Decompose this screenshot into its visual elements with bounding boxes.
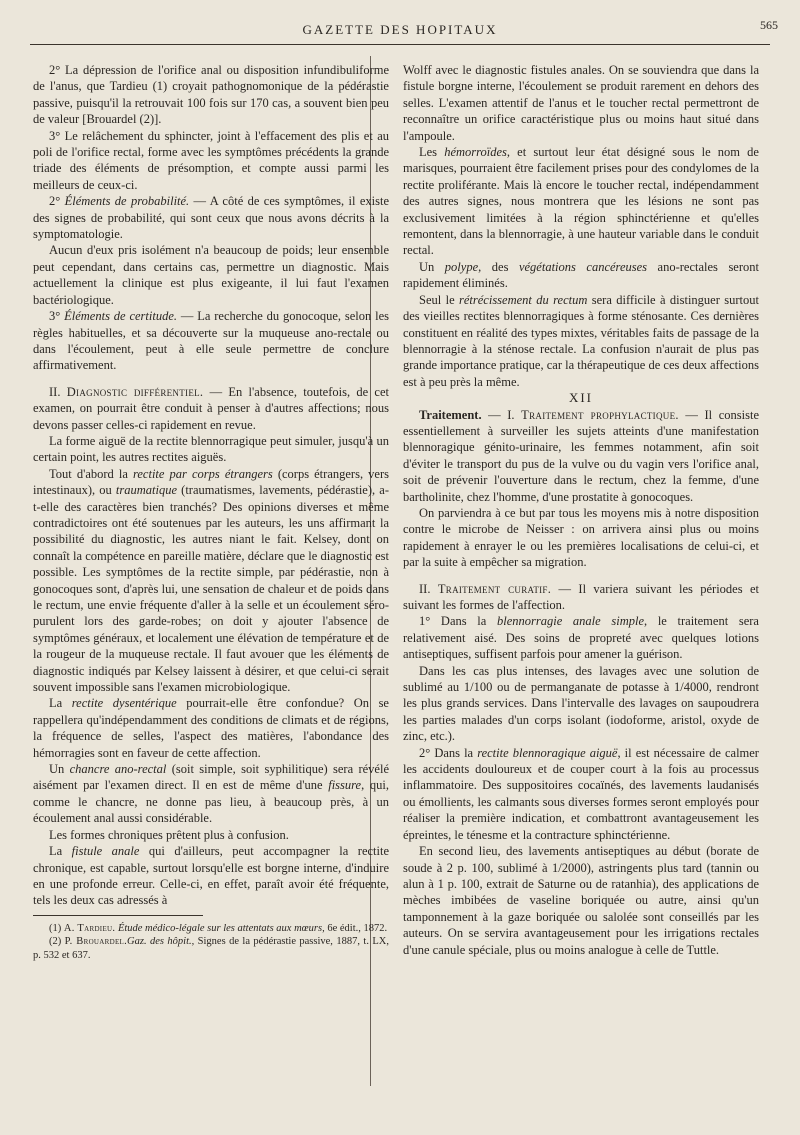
page-header	[30, 18, 778, 45]
text-run: Seul le	[419, 292, 459, 307]
text-run: 1887, t. LX, p. 532 et 637.	[33, 936, 389, 961]
paragraph	[33, 193, 389, 242]
paragraph	[33, 761, 389, 827]
footnote-number: (1)	[49, 922, 64, 934]
right-column	[403, 62, 759, 958]
paragraph	[403, 62, 759, 144]
paragraph	[403, 505, 759, 571]
left-column	[33, 62, 389, 963]
text-run: 3°	[49, 309, 65, 324]
italic-term: hémorroïdes	[444, 145, 507, 160]
paragraph	[33, 695, 389, 761]
italic-term: fistule anale	[71, 844, 140, 859]
text-run: — I.	[481, 407, 522, 422]
footnote	[33, 935, 389, 962]
text-run: Un	[49, 762, 70, 777]
text-run: ano-rectales seront rapidement éliminés.	[403, 259, 759, 291]
italic-term: Étude médico-légale sur les attentats aux mœurs,	[115, 922, 325, 934]
text-run: , qui, comme le chancre, ne donne pas lieu, à beaucoup près, à un écoulement anal aussi considérable.	[33, 778, 389, 826]
paragraph	[33, 843, 389, 909]
text-run: Wolff avec le diagnostic fistules anales. On se souviendra que dans la fistule borgne interne, l'écoulement se produit rarement en dehors des selles. L'examen attentif de l'anus et le toucher rectal permettront de reconnaître un orifice caractéristique plus ou moins haut situé dans l'ampoule.	[403, 63, 759, 143]
text-run: , il est nécessaire de calmer les accidents douloureux et de couper court à la fois au processus inflammatoire. Des suppositoires cocaïnés, des lavements laudanisés ou émollients, les calmants sous diverses formes seront employés pour réaliser la première indication, et combattront avantageusement les épreintes, le ténesme et la contracture sphinctérienne.	[403, 745, 759, 842]
text-run: Un	[419, 259, 445, 274]
text-run: — Il consiste essentiellement à surveiller les sujets atteints d'une manifestation blennoragique génito-urinaire, les femmes notamment, afin soit d'éviter le transport du pus de la vulve ou du vagin vers l'orifice anal, soit de prévenir l'ouverture dans le rectum, chez la femme, d'une bartholinite, chez l'homme, d'une prostatite à gonocoques.	[403, 407, 759, 504]
text-run: (corps étrangers, vers intestinaux), ou	[33, 466, 389, 498]
text-run: 2°	[49, 194, 65, 209]
text-run: , des	[478, 259, 519, 274]
paragraph	[33, 466, 389, 696]
page-number: 565	[760, 18, 778, 32]
text-run: 1° Dans la	[419, 614, 497, 629]
small-caps-heading: Traitement curatif.	[437, 581, 552, 596]
text-run: (soit simple, soit syphilitique) sera révélé aisément par l'examen direct. Il en est de même d'une	[33, 762, 389, 793]
paragraph	[33, 128, 389, 194]
text-run: 2° Dans la	[419, 745, 478, 760]
text-run: La forme aiguë de la rectite blennorragique peut simuler, jusqu'à un certain point, les autres rectites aiguës.	[33, 433, 389, 465]
text-run: , et surtout leur état désigné sous le nom de marisques, pourraient être facilement prises pour des condylomes de la rectite proliférante. Mais là encore le toucher rectal, indépendamment des autres signes, nous montrera que les lésions ne sont pas exclusivement limitées à la région sphinctérienne et qu'elles remontent, dans la blennorragie, à une hauteur variable dans le conduit rectal.	[403, 145, 759, 258]
paragraph	[403, 613, 759, 662]
italic-term: végétations cancéreuses	[518, 259, 648, 274]
paragraph	[33, 433, 389, 466]
text-run: sera difficile à distinguer surtout des vieilles rectites blennorragiques à forme sténosante. Ces dernières constituent en réalité des types mixtes, véritables faits de passage de la blennorragie à la sténose rectale. La confusion n'aurait de plus pas grande importance pratique, car la thérapeutique de ces deux affections est à peu près la même.	[403, 292, 759, 389]
text-run: — Il variera suivant les périodes et suivant les formes de l'affection.	[403, 581, 759, 612]
text-run: — A côté de ces symptômes, il existe des signes de probabilité, qui sont ceux que nous avons décrits à la symptomatologie.	[33, 194, 389, 242]
text-run: La	[49, 696, 72, 711]
footnote-rule	[33, 915, 203, 916]
text-run: Les	[419, 145, 445, 160]
paragraph	[403, 407, 759, 505]
italic-term: rectite par corps étrangers	[132, 466, 273, 481]
paragraph	[33, 308, 389, 374]
text-run: II.	[419, 581, 438, 596]
footnote	[33, 922, 389, 936]
paragraph	[403, 259, 759, 292]
text-run: pourrait-elle être confondue? On se rappellera qu'indépendamment des conditions de climats et de régions, la fréquence de selles, l'aspect des matières, l'abondance des hémorragies sont en faveur de cette affection.	[33, 696, 389, 760]
bold-heading: Traitement.	[419, 407, 482, 422]
text-run: — La recherche du gonocoque, selon les règles habituelles, et sa découverte sur la muqueuse ano-rectale ou dans l'écoulement, peut à elle seule permettre de conclure affirmativement.	[33, 309, 389, 373]
text-run: Les formes chroniques prêtent plus à confusion.	[49, 827, 289, 842]
italic-term: rectite blennoragique aiguë	[477, 745, 618, 760]
text-run: (traumatismes, lavements, pédérastie), a-t-elle des caractères bien tranchés? Des opinions diverses et même contradictoires ont été soutenues par les auteurs, les uns affirmant la possibilité du diagnostic, les autres niant le fait. Kelsey, dont on connaît la compétence en pareille matière, déclare que le diagnostic est possible. Les symptômes de la rectite simple, par pédérastie, non à gonocoques sont, d'après lui, une sensation de chaleur et de poids dans le rectum, une envie fréquente d'aller à la selle et un écoulement séro-purulent lors des garde-robes; on doit y ajouter l'absence de symptômes généraux, et localement une élévation de température et de la rougeur de la muqueuse rectale. Il faut avouer que les éléments de diagnostic indiqués par Kelsey laissent à désirer, et que celui-ci serait souvent impossible sans l'examen microbiologique.	[33, 483, 389, 695]
italic-term: polype	[444, 259, 479, 274]
italic-term: Éléments de certitude.	[64, 309, 177, 324]
italic-term: rectite dysentérique	[71, 696, 177, 711]
footnote-number: (2)	[49, 936, 65, 948]
text-run: II.	[49, 384, 67, 399]
text-run: — En l'absence, toutefois, de cet examen, on pourrait être conduit à penser à d'autres affections; nous devons passer celles-ci rapidement en revue.	[33, 384, 390, 432]
paragraph	[403, 144, 759, 259]
paragraph	[33, 242, 389, 308]
small-caps-heading: P. Brouardel.	[64, 936, 128, 948]
text-run: 3° Le relâchement du sphincter, joint à l'effacement des plis et au poli de l'orifice rectal, forme avec les symptômes précédents la grande triade des éléments de présomption, et compte aussi parmi les meilleurs de ceux-ci.	[33, 128, 389, 192]
text-run: 2° La dépression de l'orifice anal ou disposition infundibuliforme de l'anus, que Tardieu (1) croyait pathognomonique de la pédérastie passive, puisqu'il la retrouvait 100 fois sur 170 cas, a souvent bien peu de valeur [Brouardel (2)].	[33, 63, 389, 127]
italic-term: Gaz. des hôpit.,	[127, 936, 195, 948]
text-run: qui d'ailleurs, peut accompagner la rectite chronique, est capable, surtout lorsqu'elle est borgne interne, d'induire en une profonde erreur. Celle-ci, en effet, paraît avoir été fréquente, tels les deux cas adressés à	[33, 844, 390, 908]
section-number: XII	[568, 390, 594, 406]
italic-term: fissure	[328, 778, 362, 793]
text-run: Signes de la pédérastie passive,	[194, 936, 337, 948]
italic-term: rétrécissement du rectum	[459, 292, 588, 307]
small-caps-heading: Diagnostic différentiel.	[66, 384, 204, 399]
paragraph	[403, 745, 759, 843]
paragraph	[403, 843, 759, 958]
journal-title: GAZETTE DES HOPITAUX	[302, 22, 498, 37]
italic-term: traumatique	[115, 483, 178, 498]
small-caps-heading: Traitement prophylactique.	[521, 407, 679, 422]
paragraph	[33, 827, 389, 843]
italic-term: blennorragie anale simple	[496, 614, 645, 629]
italic-term: Éléments de probabilité.	[64, 194, 190, 209]
text-run: En second lieu, des lavements antiseptiques au début (borate de soude à 2 p. 100, sublimé à 1/2000), astringents plus tard (tannin ou alun à 1 p. 100, extrait de Saturne ou de ratanhia), des applications de mèches imbibées de vaseline boriquée ou autre, ainsi qu'un tamponnement à la gaze boriquée ou salolée sont conseillés par les auteurs. On se servira avantageusement pour les irrigations rectales d'une canule spéciale, plus ou moins analogue à celle de Tuttle.	[403, 844, 759, 957]
text-run: 6e édit., 1872.	[324, 922, 388, 934]
text-run: On parviendra à ce but par tous les moyens mis à notre disposition contre le microbe de Neisser : on arrivera ainsi plus ou moins rapidement à enrayer le ou les premières localisations de celui-ci, et par la suite à empêcher sa migration.	[403, 505, 759, 570]
text-run: Dans les cas plus intenses, des lavages avec une solution de sublimé au 1/100 ou de permanganate de potasse à 1/4000, rendront les plus grands services. Dans l'intervalle des lavages on saupoudrera les parties malades d'un corps isolant (iodoforme, aristol, oxyde de zinc, etc.).	[403, 663, 759, 744]
text-run: La	[49, 844, 72, 859]
small-caps-heading: A. Tardieu.	[63, 922, 116, 934]
text-run: , le traitement sera relativement aisé. Des soins de propreté avec quelques lotions antiseptiques, suffisent parfois pour amener la guérison.	[403, 614, 759, 662]
italic-term: chancre ano-rectal	[69, 762, 167, 777]
text-run: Aucun d'eux pris isolément n'a beaucoup de poids; leur ensemble peut cependant, dans certains cas, permettre un diagnostic. Mais actuellement la clinique est plus exigeante, il lui faut l'examen bactériologique.	[33, 243, 389, 307]
text-run: Tout d'abord la	[49, 466, 133, 481]
paragraph	[33, 62, 389, 128]
paragraph	[403, 663, 759, 745]
paragraph	[403, 292, 759, 390]
paragraph	[33, 384, 389, 433]
paragraph	[403, 581, 759, 614]
